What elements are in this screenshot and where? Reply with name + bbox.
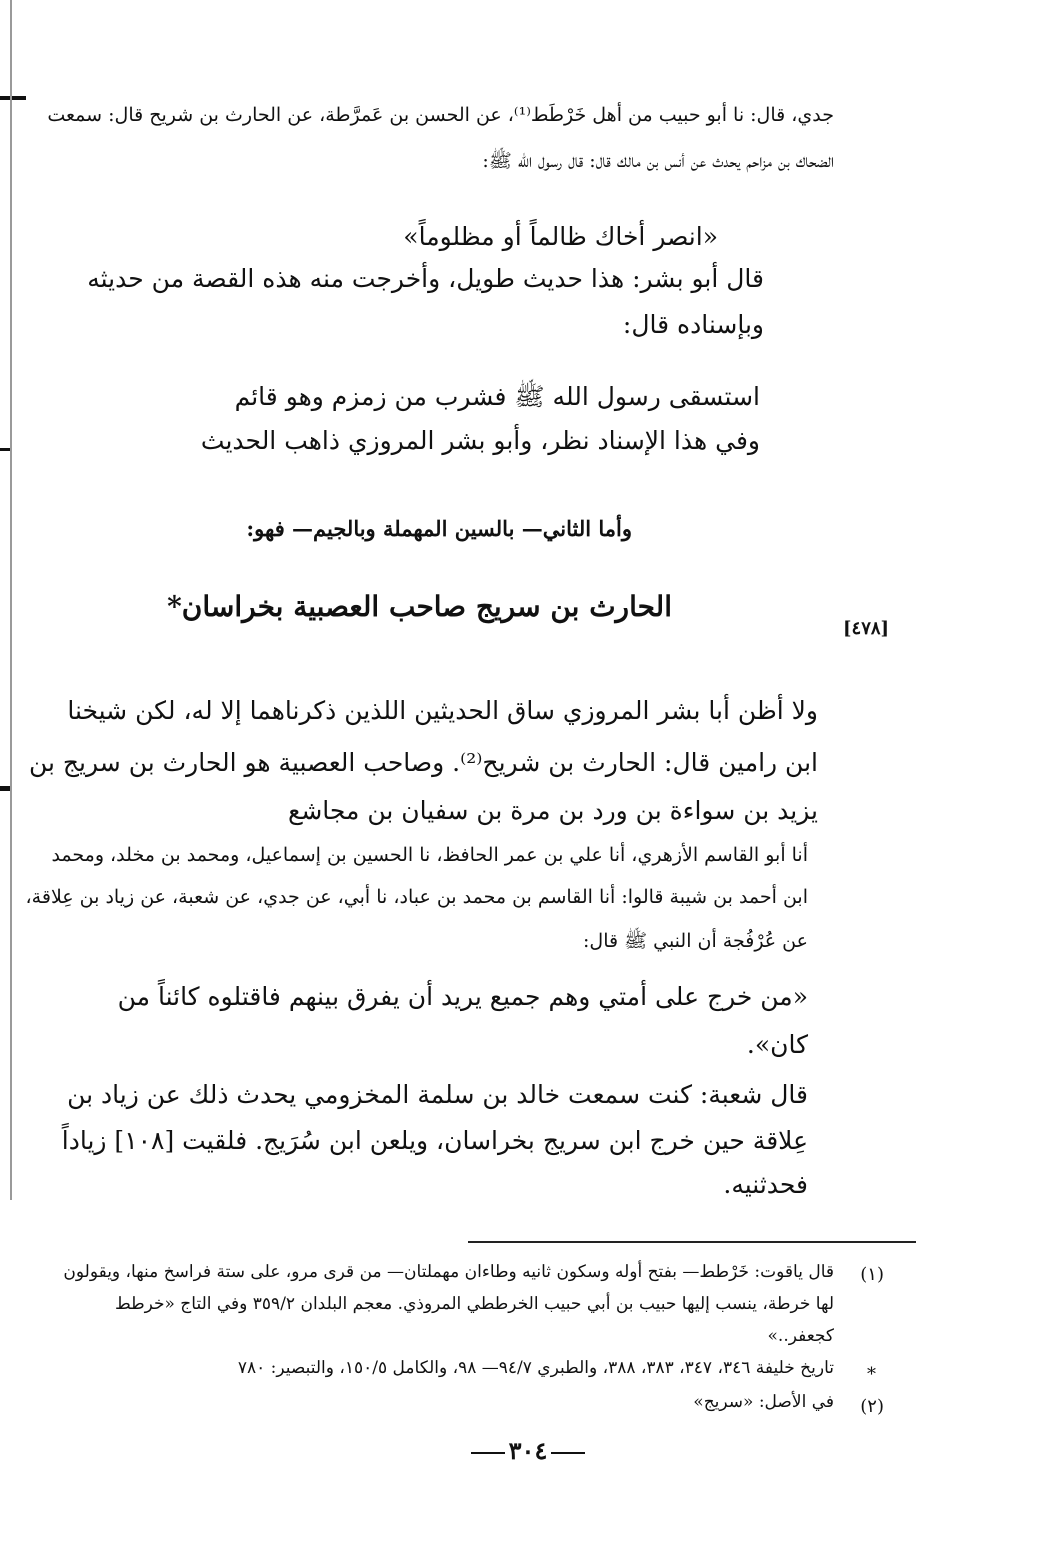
footnote-star-marker: *	[867, 1364, 876, 1385]
footnote-two-number: (٢)	[860, 1396, 884, 1417]
hadith-one: «انصر أخاك ظالماً أو مظلوماً»	[403, 222, 718, 251]
footnote-star-text: تاريخ خليفة ٣٤٦، ٣٤٧، ٣٨٣، ٣٨٨، والطبري ٩٤/٧— ٩٨، والكامل ١٥٠/٥، والتبصير: ٧٨٠	[237, 1358, 834, 1378]
page-number-dash-left	[551, 1452, 585, 1454]
isnad-two-line-1: أنا أبو القاسم الأزهري، أنا علي بن عمر الحافظ، نا الحسين بن إسماعيل، ومحمد بن مخلد، ومحمد	[51, 844, 808, 866]
footnote-one-line-1: قال ياقوت: خَرْطط— بفتح أوله وسكون ثانيه وطاءان مهملتان— من قرى مرو، على ستة فراسخ منها، ويقولون	[63, 1262, 834, 1282]
margin-mark-lower	[0, 786, 10, 791]
abu-bishr-line-1: قال أبو بشر: هذا حديث طويل، وأخرجت منه هذه القصة من حديثه	[87, 264, 764, 293]
shuba-line-3: فحدثنيه.	[723, 1170, 808, 1199]
hadith-two-line-1: استسقى رسول الله ﷺ فشرب من زمزم وهو قائم	[234, 382, 760, 411]
left-edge-line	[10, 0, 12, 1200]
shuba-line-1: قال شعبة: كنت سمعت خالد بن سلمة المخزومي يحدث ذلك عن زياد بن	[67, 1080, 808, 1109]
isnad-top-line-1: جدي، قال: نا أبو حبيب من أهل خَرْطَط⁽¹⁾، عن الحسن بن عَمرَّطة، عن الحارث بن شريح قال: سمعت	[47, 104, 834, 126]
page-number-dash-right	[471, 1452, 505, 1454]
entry-reference-number: [٤٧٨]	[843, 618, 890, 639]
paragraph-one-line-3: يزيد بن سواءة بن ورد بن مرة بن سفيان بن مجاشع	[288, 796, 818, 825]
abu-bishr-line-2: وبإسناده قال:	[622, 310, 764, 339]
margin-mark-top	[0, 96, 26, 100]
hadith-three-line-2: كان».	[746, 1030, 808, 1059]
footnote-two-text: في الأصل: «سريج»	[693, 1392, 834, 1412]
footnote-one-line-2: لها خرطة، ينسب إليها حبيب بن أبي حبيب الخرططي المروذي. معجم البلدان ٣٥٩/٢ وفي التاج «خرطط	[114, 1294, 834, 1314]
hadith-three-line-1: «من خرج على أمتي وهم جميع يريد أن يفرق بينهم فاقتلوه كائناً من	[117, 982, 808, 1011]
footnote-one-line-3: كجعفر..»	[767, 1326, 834, 1346]
isnad-two-line-3: عن عُرْفُجة أن النبي ﷺ قال:	[583, 930, 808, 952]
paragraph-one-line-1: ولا أظن أبا بشر المروزي ساق الحديثين اللذين ذكرناهما إلا له، لكن شيخنا	[67, 696, 818, 725]
entry-title: الحارث بن سريج صاحب العصبية بخراسان*	[167, 590, 672, 623]
intro-second: وأما الثاني— بالسين المهملة وبالجيم— فهو:	[246, 516, 632, 541]
footnote-separator	[468, 1241, 916, 1243]
isnad-two-line-2: ابن أحمد بن شيبة قالوا: أنا القاسم بن محمد بن عباد، نا أبي، عن جدي، عن شعبة، عن زياد بن عِلاقة،	[25, 886, 808, 908]
footnote-one-number: (١)	[860, 1264, 884, 1285]
isnad-top-line-2: الضحاك بن مزاحم يحدث عن أنس بن مالك قال: قال رسول الله ﷺ:	[482, 150, 834, 172]
hadith-two-line-2: وفي هذا الإسناد نظر، وأبو بشر المروزي ذاهب الحديث	[200, 426, 760, 455]
paragraph-one-line-2: ابن رامين قال: الحارث بن شريح⁽²⁾. وصاحب العصبية هو الحارث بن سريج بن	[28, 748, 818, 777]
page-number-value: ٣٠٤	[508, 1436, 548, 1465]
shuba-line-2: عِلاقة حين خرج ابن سريج بخراسان، ويلعن ابن سُرَيج. فلقيت [١٠٨] زياداً	[61, 1126, 808, 1155]
page-number	[0, 1436, 1056, 1465]
